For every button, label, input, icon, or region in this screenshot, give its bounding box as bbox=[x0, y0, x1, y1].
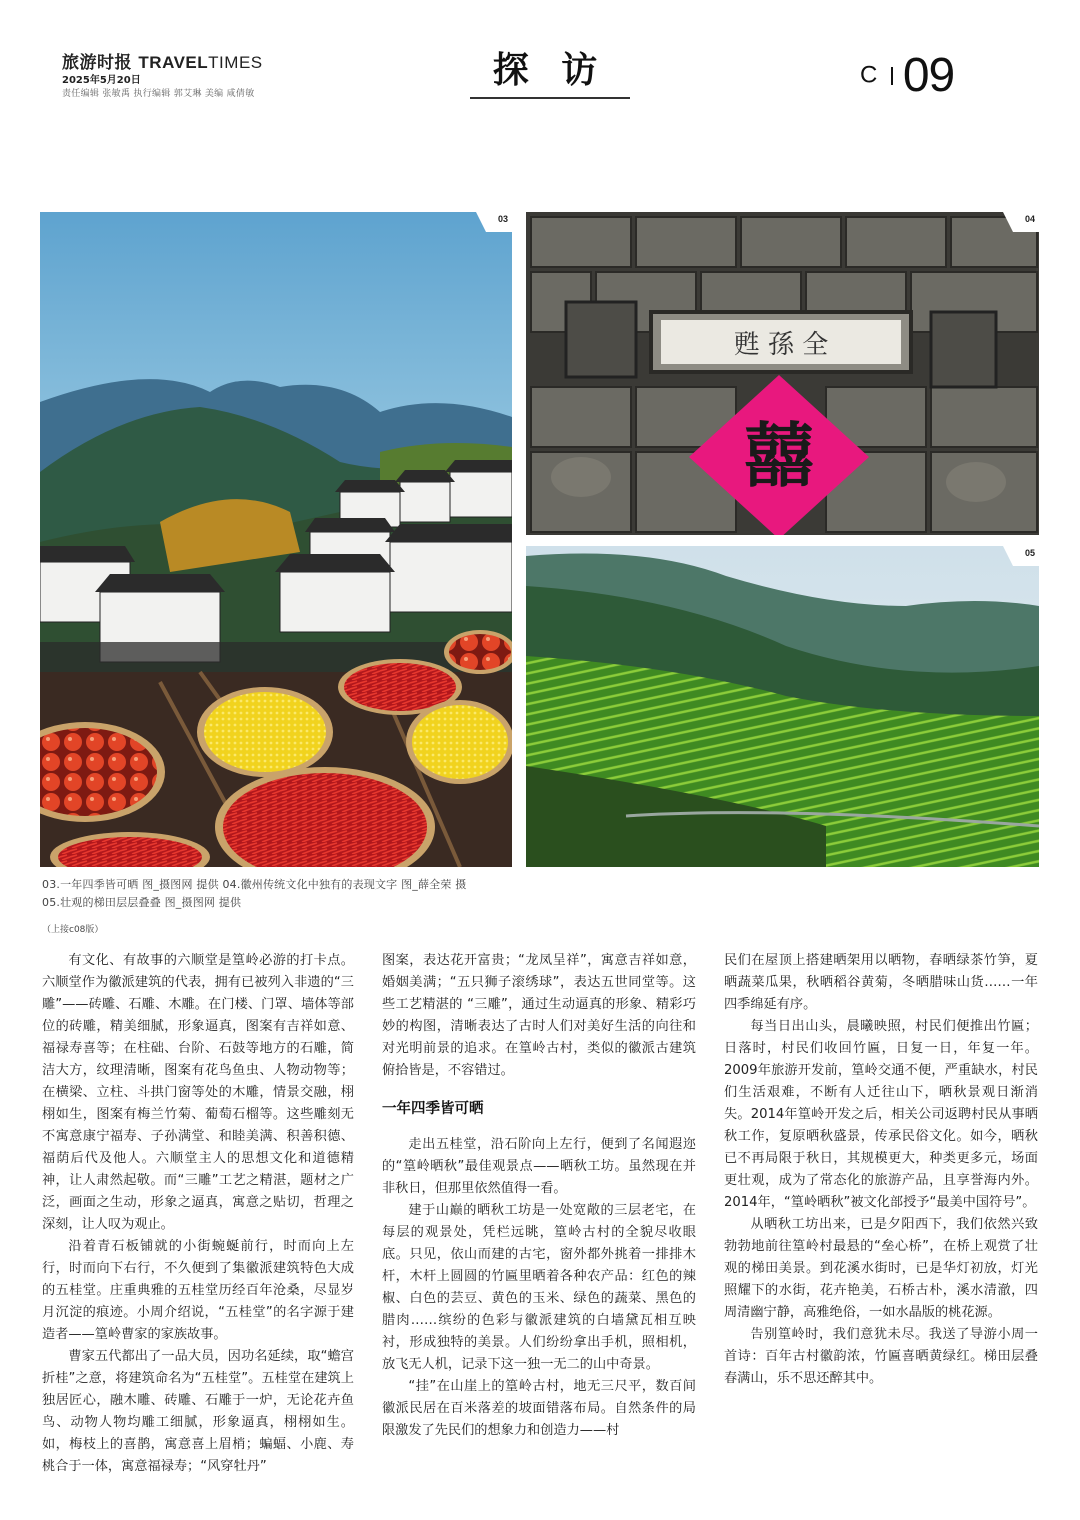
photo-drying-crops bbox=[40, 212, 512, 867]
section-title: 探 访 bbox=[492, 50, 608, 91]
photo-caption-line1: 03.一年四季皆可晒 图_摄图网 提供 04.徽州传统文化中独有的表现文字 图_薛全荣 摄 bbox=[42, 878, 467, 891]
masthead-en-light: TIMES bbox=[208, 53, 263, 72]
page-number-divider bbox=[891, 67, 893, 85]
subheading: 一年四季皆可晒 bbox=[382, 1101, 484, 1117]
paragraph: 有文化、有故事的六顺堂是篁岭必游的打卡点。六顺堂作为徽派建筑的代表，拥有已被列入非遗的“三雕”——砖雕、石雕、木雕。在门楼、门罩、墙体等部位的砖雕，精美细腻，形象逼真，图案有吉祥如意、福禄寿喜等；在柱础、台阶、石鼓等地方的石雕，简洁大方，纹理清晰，图案有花鸟鱼虫、人物动物等；在横梁、立柱、斗拱门窗等处的木雕，情景交融，栩栩如生，图案有梅兰竹菊、葡萄石榴等。这些雕刻无不寓意康宁福寿、子孙满堂、和睦美满、积善积德、福荫后代及他人。六顺堂主人的思想文化和道德精神，让人肃然起敬。而“三雕”工艺之精湛，题材之广泛，画面之生动，形象之逼真，寓意之贴切，哲理之深刻，让人叹为观止。 bbox=[42, 953, 354, 1232]
paragraph: 从晒秋工坊出来，已是夕阳西下，我们依然兴致勃勃地前往篁岭村最悬的“垒心桥”，在桥上观赏了壮观的梯田美景。到花溪水街时，已是华灯初放，灯光照耀下的水街，花卉艳美，石桥古朴，溪水清澈，四周清幽宁静，高雅绝俗，一如水晶版的桃花源。 bbox=[724, 1217, 1038, 1320]
photo-drying-crops-image bbox=[40, 212, 512, 867]
photo-tag-03 bbox=[476, 212, 512, 232]
section-letter: C bbox=[860, 61, 878, 89]
photo-xi-wall-image bbox=[526, 212, 1039, 535]
xi-character: 囍 bbox=[744, 414, 814, 497]
staff-credits: 责任编辑 张敏禹 执行编辑 郭艾琳 美编 咸倩敏 bbox=[62, 89, 255, 99]
paragraph: 每当日出山头，晨曦映照，村民们便推出竹匾；日落时，村民们收回竹匾，日复一日，年复一年。2009年旅游开发前，篁岭交通不便，严重缺水，村民们生活艰难，不断有人迁往山下，晒秋景观日渐消失。2014年篁岭开发之后，相关公司返聘村民从事晒秋工作，复原晒秋盛景，传承民俗文化。如今，晒秋已不再局限于秋日，其规模更大，种类更多元，场面更壮观，成为了常态化的旅游产品，且享誉海内外。2014年，“篁岭晒秋”被文化部授予“最美中国符号”。 bbox=[724, 1019, 1038, 1210]
photo-tag-04-label: 04 bbox=[1024, 214, 1035, 224]
photo-terraces-image bbox=[526, 546, 1039, 867]
article-column-2 bbox=[382, 950, 696, 1442]
section-rule bbox=[470, 97, 630, 99]
photo-tag-05 bbox=[1003, 546, 1039, 566]
photo-terraces bbox=[526, 546, 1039, 867]
paragraph: 图案，表达花开富贵；“龙凤呈祥”，寓意吉祥如意，婚姻美满；“五只狮子滚绣球”，表达五世同堂等。这些工艺精湛的 “三雕”，通过生动逼真的形象、精彩巧妙的构图，清晰表达了古时人们对美好生活的向往和对光明前景的追求。在篁岭古村，类似的徽派古建筑俯拾皆是，不容错过。 bbox=[382, 953, 696, 1078]
masthead-logo bbox=[62, 48, 263, 73]
plaque-text: 甦 孫 全 bbox=[733, 330, 829, 360]
issue-date: 2025年5月20日 bbox=[62, 75, 141, 86]
paragraph: 民们在屋顶上搭建晒架用以晒物，春晒绿茶竹笋，夏晒蔬菜瓜果，秋晒稻谷黄菊，冬晒腊味山货……一年四季绵延有序。 bbox=[724, 953, 1038, 1012]
photo-tag-05-label: 05 bbox=[1024, 548, 1035, 558]
continued-from: （上接c08版） bbox=[42, 925, 104, 935]
article-column-1 bbox=[42, 950, 354, 1478]
paragraph: 曹家五代都出了一品大员，因功名延续，取“蟾宫折桂”之意，将建筑命名为“五桂堂”。五桂堂在建筑上独居匠心，融木雕、砖雕、石雕于一炉，无论花卉鱼鸟、动物人物均雕工细腻，形象逼真，栩栩如生。如，梅枝上的喜鹊，寓意喜上眉梢；蝙蝠、小鹿、寿桃合于一体，寓意福禄寿；“风穿牡丹” bbox=[42, 1349, 354, 1474]
paragraph: 告别篁岭时，我们意犹未尽。我送了导游小周一首诗：百年古村徽韵浓，竹匾喜晒黄绿红。梯田层叠春满山，乐不思还醉其中。 bbox=[724, 1327, 1038, 1386]
page-number bbox=[860, 48, 954, 103]
masthead-en-bold: TRAVEL bbox=[138, 53, 209, 72]
photo-tag-03-label: 03 bbox=[497, 214, 508, 224]
paragraph: 建于山巅的晒秋工坊是一处宽敞的三层老宅，在每层的观景处，凭栏远眺，篁岭古村的全貌尽收眼底。只见，依山而建的古宅，窗外都外挑着一排排木杆，木杆上圆圆的竹匾里晒着各种农产品：红色的辣椒、白色的芸豆、黄色的玉米、绿色的蔬菜、黑色的腊肉……缤纷的色彩与徽派建筑的白墙黛瓦相互映衬，形成独特的美景。人们纷纷拿出手机，照相机，放飞无人机，记录下这一独一无二的山中奇景。 bbox=[382, 1203, 696, 1372]
paragraph: 沿着青石板铺就的小街蜿蜒前行，时而向上左行，时而向下右行，不久便到了集徽派建筑特色大成的五桂堂。庄重典雅的五桂堂历经百年沧桑，尽显岁月沉淀的痕迹。小周介绍说，“五桂堂”的名字源于建造者——篁岭曹家的家族故事。 bbox=[42, 1239, 354, 1342]
paragraph: “挂”在山崖上的篁岭古村，地无三尺平，数百间徽派民居在百米落差的坡面错落布局。自然条件的局限激发了先民们的想象力和创造力——村 bbox=[382, 1379, 696, 1438]
photo-tag-04 bbox=[1003, 212, 1039, 232]
page-number-value: 09 bbox=[902, 49, 955, 102]
photo-xi-wall bbox=[526, 212, 1039, 535]
article-column-3 bbox=[724, 950, 1038, 1390]
masthead-en bbox=[138, 53, 262, 72]
paragraph: 走出五桂堂，沿石阶向上左行，便到了名闻遐迩的“篁岭晒秋”最佳观景点——晒秋工坊。虽然现在并非秋日，但那里依然值得一看。 bbox=[382, 1137, 696, 1196]
masthead-cn: 旅游时报 bbox=[62, 53, 132, 73]
photo-caption-line2: 05.壮观的梯田层层叠叠 图_摄图网 提供 bbox=[42, 896, 242, 909]
